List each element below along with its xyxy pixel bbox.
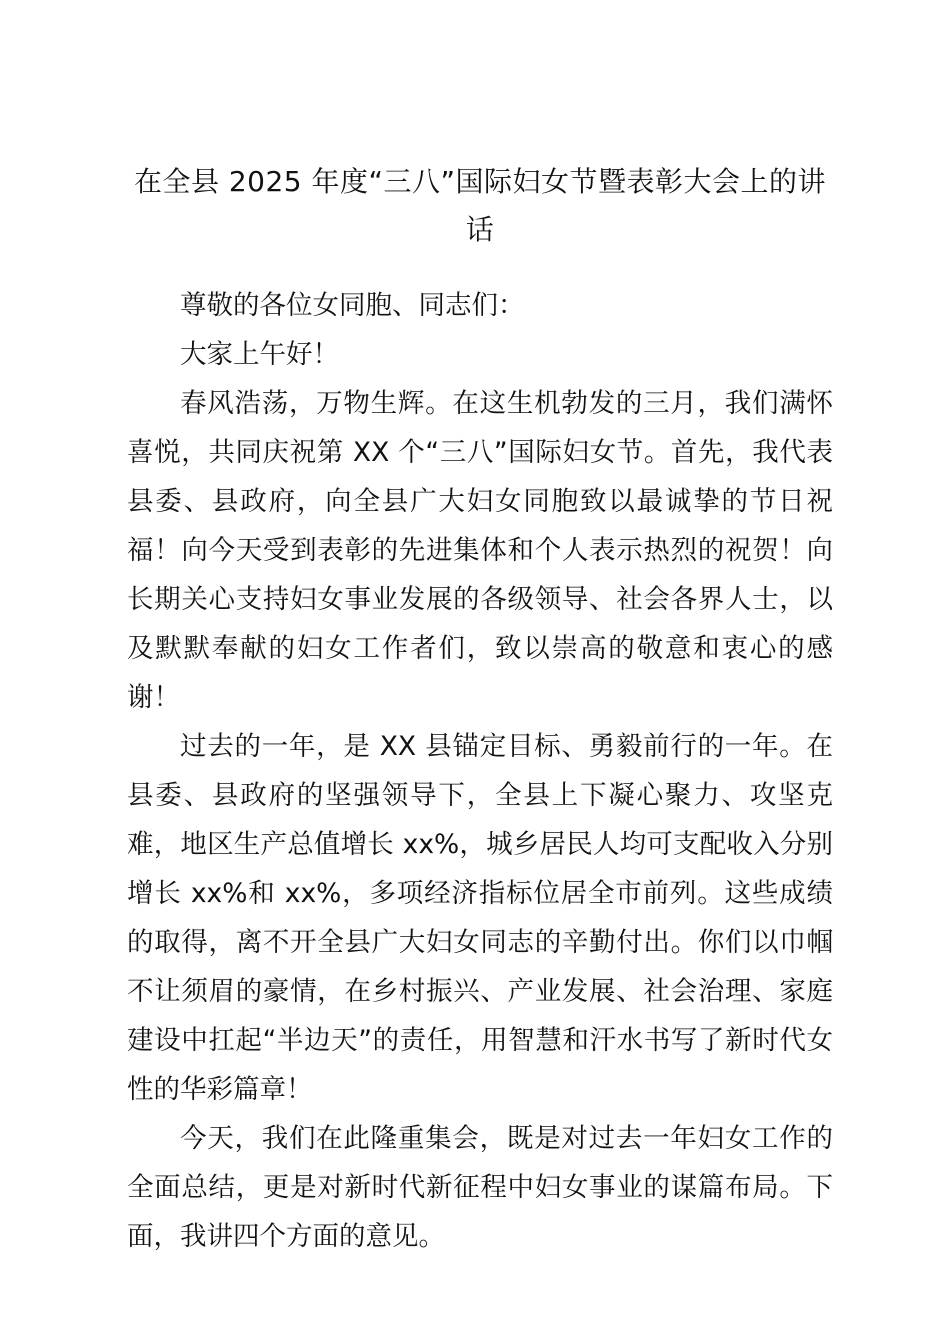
salutation-paragraph: 尊敬的各位女同胞、同志们：	[180, 290, 525, 321]
document-title: 在全县 2025 年度“三八”国际妇女节暨表彰大会上的讲话	[133, 165, 827, 246]
review-paragraph: 过去的一年，是 XX 县锚定目标、勇毅前行的一年。在县委、县政府的坚强领导下，全县上下凝心聚力、攻坚克难，地区生产总值增长 xx%，城乡居民人均可支配收入分别增长 xx%和 xx%，多项经济指标位居全市前列。这些成绩的取得，离不开全县广大妇女同志的辛勤付出。你们以巾帼不让须眉的豪情，在乡村振兴、产业发展、社会治理、家庭建设中扛起“半边天”的责任，用智慧和汗水书写了新时代女性的华彩篇章！	[127, 731, 833, 1105]
greeting-paragraph: 大家上午好！	[180, 339, 339, 370]
opening-paragraph: 春风浩荡，万物生辉。在这生机勃发的三月，我们满怀喜悦，共同庆祝第 XX 个“三八”国际妇女节。首先，我代表县委、县政府，向全县广大妇女同胞致以最诚挚的节日祝福！向今天受到表彰的先进集体和个人表示热烈的祝贺！向长期关心支持妇女事业发展的各级领导、社会各界人士，以及默默奉献的妇女工作者们，致以崇高的敬意和衷心的感谢！	[127, 388, 833, 713]
outline-paragraph: 今天，我们在此隆重集会，既是对过去一年妇女工作的全面总结，更是对新时代新征程中妇女事业的谋篇布局。下面，我讲四个方面的意见。	[127, 1123, 833, 1252]
document-body	[127, 281, 833, 1261]
